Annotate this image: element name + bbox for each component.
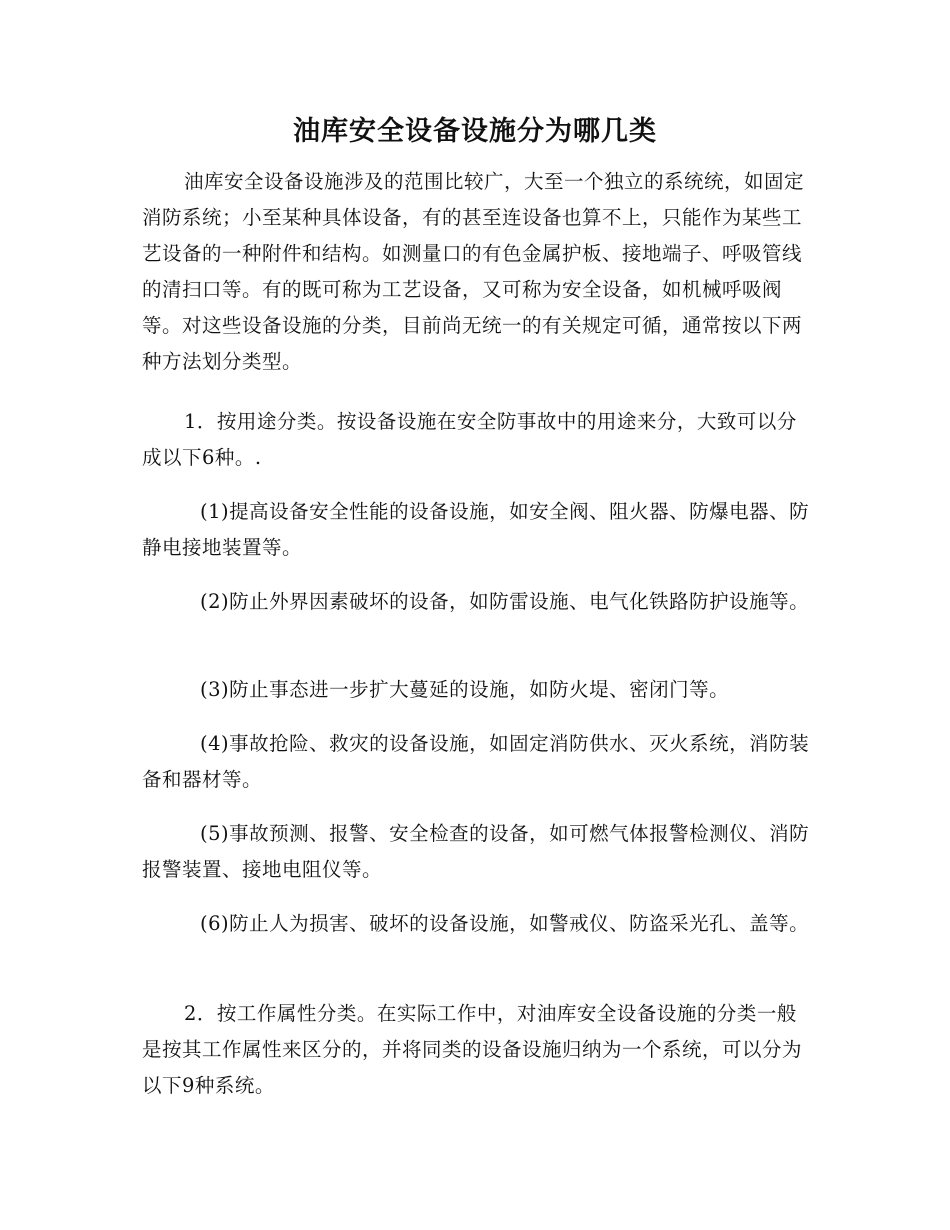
list-item-2: (2)防止外界因素破坏的设备，如防雷设施、电气化铁路防护设施等。: [200, 590, 810, 613]
section-1-heading-paragraph: 1．按用途分类。按设备设施在安全防事故中的用途来分，大致可以分成以下6种。.: [142, 410, 797, 469]
list-item-5: (5)事故预测、报警、安全检查的设备，如可燃气体报警检测仪、消防报警装置、接地电阻仪等。: [142, 822, 810, 881]
list-item-4: (4)事故抢险、救灾的设备设施，如固定消防供水、灭火系统，消防装备和器材等。: [142, 732, 810, 791]
page-title: 油库安全设备设施分为哪几类: [293, 116, 657, 147]
list-item-1: (1)提高设备安全性能的设备设施，如安全阀、阻火器、防爆电器、防静电接地装置等。: [142, 500, 810, 559]
section-2-heading-paragraph: 2．按工作属性分类。在实际工作中，对油库安全设备设施的分类一般是按其工作属性来区分的，并将同类的设备设施归纳为一个系统，可以分为以下9种系统。: [142, 1002, 803, 1097]
intro-paragraph: 油库安全设备设施涉及的范围比较广，大至一个独立的系统统，如固定消防系统；小至某种具体设备，有的甚至连设备也算不上，只能作为某些工艺设备的一种附件和结构。如测量口的有色金属护板、接地端子、呼吸管线的清扫口等。有的既可称为工艺设备，又可称为安全设备，如机械呼吸阀等。对这些设备设施的分类，目前尚无统一的有关规定可循，通常按以下两种方法划分类型。: [142, 170, 805, 373]
list-item-6: (6)防止人为损害、破坏的设备设施，如警戒仪、防盗采光孔、盖等。: [200, 912, 810, 935]
list-item-3: (3)防止事态进一步扩大蔓延的设施，如防火堤、密闭门等。: [200, 678, 730, 701]
